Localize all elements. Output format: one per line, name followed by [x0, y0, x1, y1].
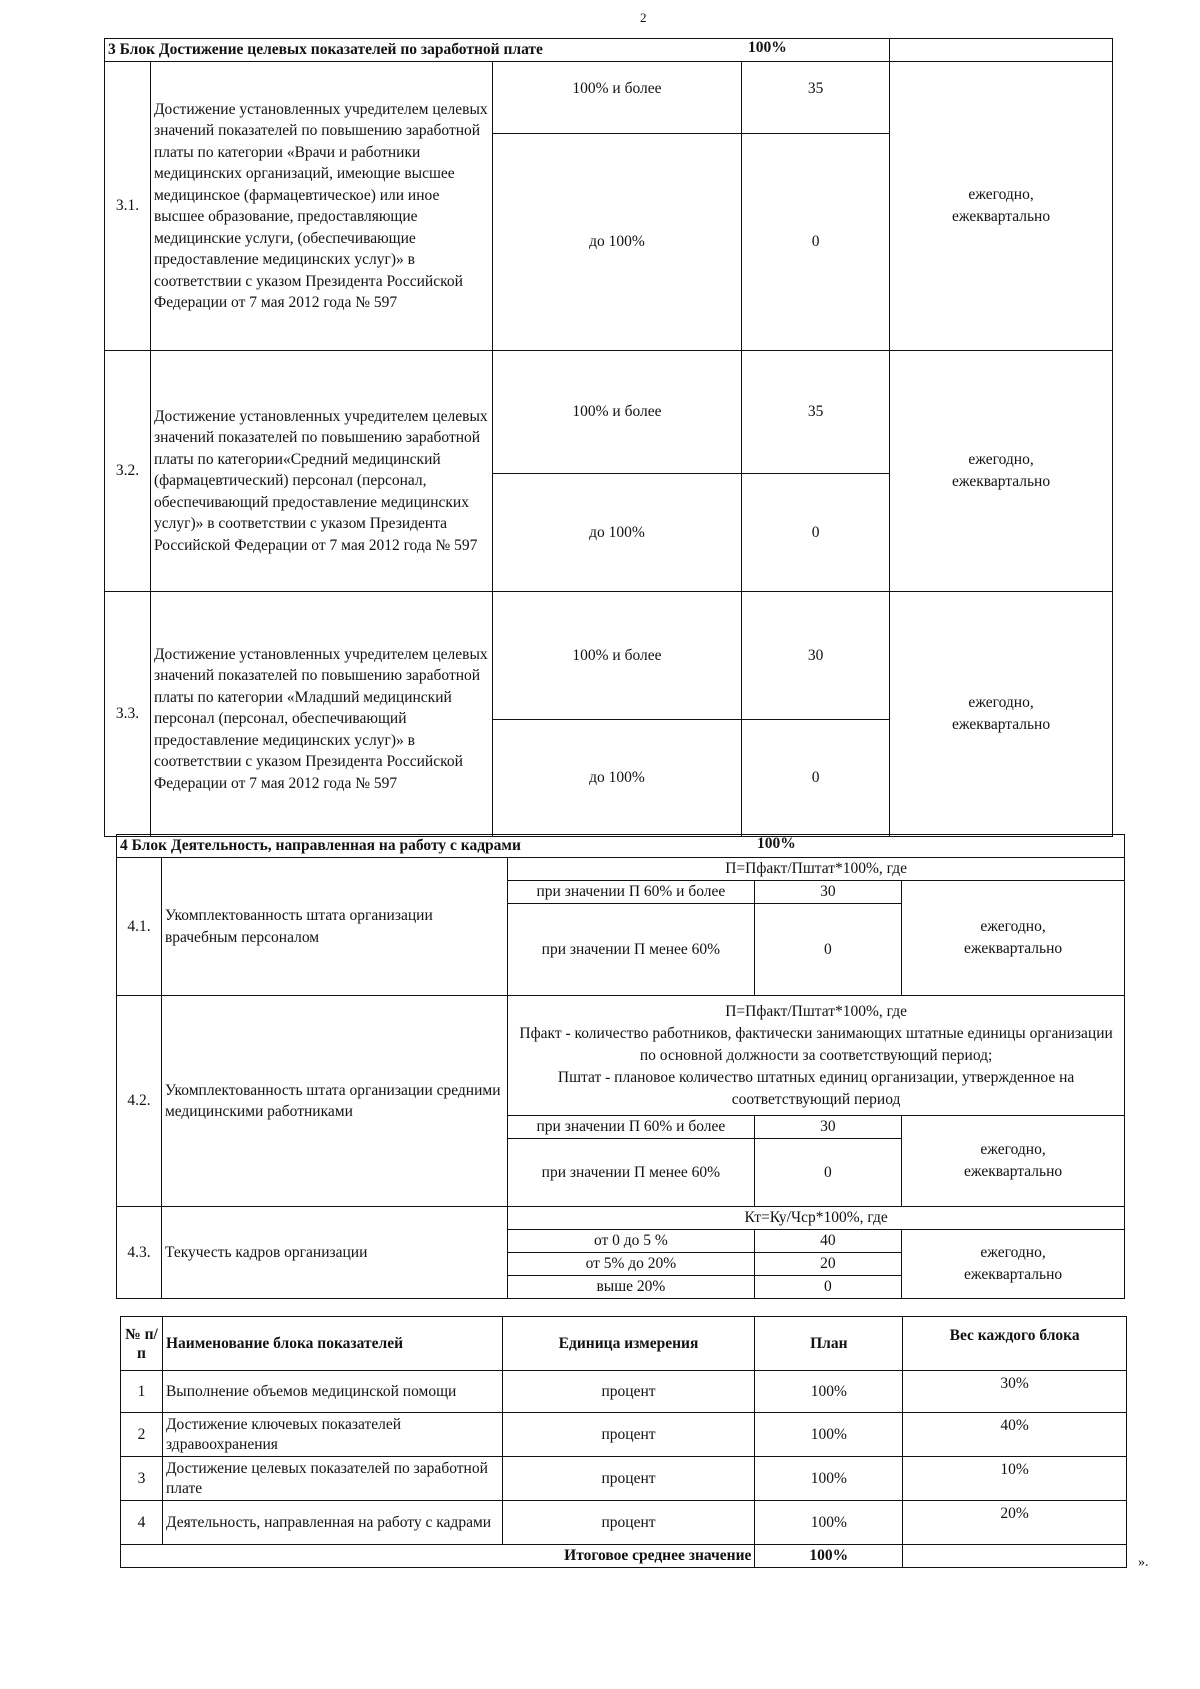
- block3-header-cell: [105, 39, 890, 62]
- summary-weight: 10%: [903, 1457, 1127, 1501]
- table-row: [121, 1501, 1127, 1545]
- indicator-description: Укомплектованность штата организации средними медицинскими работниками: [161, 996, 507, 1207]
- criterion-score: 30: [754, 881, 902, 904]
- summary-unit: процент: [502, 1413, 755, 1457]
- criterion-score: 0: [754, 1139, 902, 1207]
- block4-table: [116, 834, 1125, 1299]
- criterion-condition: от 0 до 5 %: [508, 1230, 754, 1253]
- total-empty: [903, 1545, 1127, 1568]
- summary-plan: 100%: [755, 1371, 903, 1413]
- table-row: [121, 1457, 1127, 1501]
- criterion-score: 0: [754, 904, 902, 996]
- indicator-description: Текучесть кадров организации: [161, 1207, 507, 1299]
- summary-unit: процент: [502, 1371, 755, 1413]
- block4-header-value: 100%: [757, 835, 796, 852]
- block4-header-cell: [117, 835, 1125, 858]
- closing-quote-mark: ».: [1138, 1555, 1149, 1570]
- criterion-score: 0: [742, 474, 890, 592]
- summary-num: 2: [121, 1413, 163, 1457]
- summary-num: 4: [121, 1501, 163, 1545]
- summary-plan: 100%: [755, 1457, 903, 1501]
- criterion-score: 0: [754, 1276, 902, 1299]
- block3-header-empty: [890, 39, 1113, 62]
- summary-header-row: [121, 1317, 1127, 1371]
- summary-name: Деятельность, направленная на работу с кадрами: [162, 1501, 502, 1545]
- header-plan: План: [755, 1317, 903, 1371]
- summary-num: 1: [121, 1371, 163, 1413]
- summary-weight: 40%: [903, 1413, 1127, 1457]
- table-row: [105, 62, 1113, 134]
- criterion-score: 0: [742, 720, 890, 837]
- criterion-score: 20: [754, 1253, 902, 1276]
- table-row: [121, 1413, 1127, 1457]
- block3-title: 3 Блок Достижение целевых показателей по заработной плате: [108, 41, 543, 58]
- formula-definition-fact: Пфакт - количество работников, фактически занимающих штатные единицы организации по основной должности за соответствующий период;: [519, 1024, 1113, 1064]
- summary-name: Достижение целевых показателей по заработной плате: [162, 1457, 502, 1501]
- row-number: 3.1.: [105, 62, 151, 351]
- page-number: 2: [640, 10, 647, 25]
- block4-header-row: [117, 835, 1125, 858]
- period-cell: ежегодно, ежеквартально: [902, 1230, 1125, 1299]
- criterion-score: 0: [742, 134, 890, 351]
- summary-name: Выполнение объемов медицинской помощи: [162, 1371, 502, 1413]
- header-weight: Вес каждого блока: [903, 1317, 1127, 1371]
- period-cell: ежегодно, ежеквартально: [890, 62, 1113, 351]
- summary-unit: процент: [502, 1457, 755, 1501]
- criterion-condition: при значении П 60% и более: [508, 881, 754, 904]
- criterion-score: 30: [742, 592, 890, 720]
- block3-table: [104, 38, 1113, 837]
- criterion-condition: 100% и более: [492, 62, 742, 134]
- criterion-condition: до 100%: [492, 134, 742, 351]
- summary-plan: 100%: [755, 1413, 903, 1457]
- row-number: 3.2.: [105, 351, 151, 592]
- block4-title: 4 Блок Деятельность, направленная на работу с кадрами: [120, 837, 521, 854]
- summary-num: 3: [121, 1457, 163, 1501]
- formula: П=Пфакт/Пштат*100%, где: [508, 858, 1125, 881]
- table-row: [105, 351, 1113, 474]
- criterion-score: 30: [754, 1116, 902, 1139]
- table-row: [117, 1207, 1125, 1230]
- criterion-condition: 100% и более: [492, 351, 742, 474]
- row-number: 4.2.: [117, 996, 162, 1207]
- summary-table: [120, 1316, 1127, 1568]
- criterion-condition: при значении П менее 60%: [508, 1139, 754, 1207]
- criterion-condition: при значении П менее 60%: [508, 904, 754, 996]
- criterion-condition: выше 20%: [508, 1276, 754, 1299]
- criterion-condition: 100% и более: [492, 592, 742, 720]
- criterion-condition: до 100%: [492, 474, 742, 592]
- table-row: [117, 858, 1125, 881]
- criterion-score: 35: [742, 62, 890, 134]
- indicator-description: Достижение установленных учредителем целевых значений показателей по повышению заработной платы по категории«Средний медицинский (фармацевтический) персонал (персонал, обеспечивающий предоставление медицинских услуг)» в соответствии с указом Президента Российской Федерации от 7 мая 2012 года № 597: [150, 351, 492, 592]
- table-row: [117, 996, 1125, 1116]
- row-number: 4.1.: [117, 858, 162, 996]
- block3-header-value: 100%: [748, 39, 787, 56]
- table-row: [105, 592, 1113, 720]
- header-num: № п/п: [121, 1317, 163, 1371]
- summary-unit: процент: [502, 1501, 755, 1545]
- criterion-condition: при значении П 60% и более: [508, 1116, 754, 1139]
- summary-name: Достижение ключевых показателей здравоохранения: [162, 1413, 502, 1457]
- formula: Кт=Ку/Чср*100%, где: [508, 1207, 1125, 1230]
- period-cell: ежегодно, ежеквартально: [890, 592, 1113, 837]
- criterion-condition: от 5% до 20%: [508, 1253, 754, 1276]
- formula-block: [508, 996, 1125, 1116]
- formula: П=Пфакт/Пштат*100%, где: [725, 1002, 908, 1020]
- indicator-description: Укомплектованность штата организации врачебным персоналом: [161, 858, 507, 996]
- indicator-description: Достижение установленных учредителем целевых значений показателей по повышению заработной платы по категории «Младший медицинский персонал (персонал, обеспечивающий предоставление медицинских услуг)» в соответствии с указом Президента Российской Федерации от 7 мая 2012 года № 597: [150, 592, 492, 837]
- row-number: 3.3.: [105, 592, 151, 837]
- header-name: Наименование блока показателей: [162, 1317, 502, 1371]
- block3-header-row: [105, 39, 1113, 62]
- total-value: 100%: [755, 1545, 903, 1568]
- summary-plan: 100%: [755, 1501, 903, 1545]
- table-row: [121, 1371, 1127, 1413]
- criterion-condition: до 100%: [492, 720, 742, 837]
- total-label: Итоговое среднее значение: [121, 1545, 755, 1568]
- summary-weight: 30%: [903, 1371, 1127, 1413]
- period-cell: ежегодно, ежеквартально: [902, 1116, 1125, 1207]
- row-number: 4.3.: [117, 1207, 162, 1299]
- period-cell: ежегодно, ежеквартально: [890, 351, 1113, 592]
- period-cell: ежегодно, ежеквартально: [902, 881, 1125, 996]
- criterion-score: 35: [742, 351, 890, 474]
- formula-definition-plan: Пштат - плановое количество штатных единиц организации, утвержденное на соответствующий период: [557, 1068, 1075, 1108]
- indicator-description: Достижение установленных учредителем целевых значений показателей по повышению заработной платы по категории «Врачи и работники медицинских организаций, имеющие высшее медицинское (фармацевтическое) или иное высшее образование, предоставляющие медицинские услуги, (обеспечивающие предоставление медицинских услуг)» в соответствии с указом Президента Российской Федерации от 7 мая 2012 года № 597: [150, 62, 492, 351]
- criterion-score: 40: [754, 1230, 902, 1253]
- summary-weight: 20%: [903, 1501, 1127, 1545]
- header-unit: Единица измерения: [502, 1317, 755, 1371]
- summary-total-row: [121, 1545, 1127, 1568]
